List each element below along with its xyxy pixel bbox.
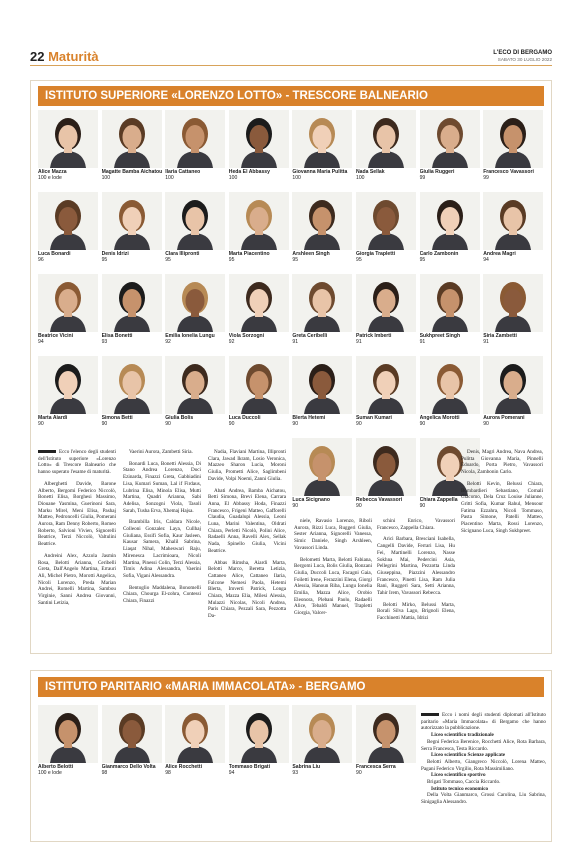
student-score: 95 xyxy=(356,257,362,263)
portrait-photo xyxy=(38,356,98,414)
portrait-photo xyxy=(38,110,98,168)
portrait-photo xyxy=(292,438,352,496)
student-photo xyxy=(102,274,162,332)
portrait-photo xyxy=(483,356,543,414)
student-score: 100 xyxy=(228,175,238,181)
student-score: 99 xyxy=(419,175,426,181)
portrait-photo xyxy=(38,274,98,332)
student-score: 93 xyxy=(101,339,108,345)
student-score: 90 xyxy=(419,421,426,427)
student-name: Luca Sicignano xyxy=(292,497,331,503)
student-score: 98 xyxy=(101,770,108,776)
portrait-photo xyxy=(229,110,289,168)
portrait-photo xyxy=(292,705,352,763)
newspaper-masthead xyxy=(493,50,552,63)
portrait-photo xyxy=(229,705,289,763)
student-name: Francesco Vavassori xyxy=(483,169,534,175)
student-score: 94 xyxy=(483,257,489,263)
portrait-photo xyxy=(102,356,162,414)
portrait-photo xyxy=(292,110,352,168)
text-paragraph: Vaerini Aurora, Zambetti Siria. xyxy=(129,449,193,455)
student-name: Giulia Bolis xyxy=(165,415,194,421)
student-score: 94 xyxy=(38,339,44,345)
student-card xyxy=(229,705,289,787)
portrait-photo xyxy=(420,356,480,414)
text-paragraph: Bonardi Luca, Bonetti Alessia, Di Stano Andrea Lorenzo, Doci Ezinarda, Finazzi Greta, Gabbiadini Lisa, Kumari Suman, Lal if Firdaus, Lubrina Elisa, Minola Elisa, Mutti Martina, Quadri Arianna, Sabi Adelisa, Sonzogni Viola, Tasoli Sarah, Tusha Erva, Xhemaj Hajsa. xyxy=(123,460,201,514)
student-name: Clara Illipronti xyxy=(165,251,200,257)
portrait-photo xyxy=(356,705,416,763)
student-photo xyxy=(38,110,98,168)
student-name: Ilaria Cattaneo xyxy=(165,169,201,175)
text-paragraph: Brambilla Iris, Caldara Nicole, Colleoni Gonzalez Laya, Cullhaj Giuliana, Essifi Sofia, Kaur Jasleen, Kausar Samera, Khalil Sabrina, Liaqat Nihal, Maheswari Raju, Mirenesca Lacrimioara, Nicoli Martina, Pinessi Colin, Terzi Alessia, Timis Adina Alessandra, Vaerini Sofia, Vigani Alessandra. xyxy=(123,519,201,579)
student-photo xyxy=(483,110,543,168)
text-column xyxy=(461,449,543,647)
student-score: 92 xyxy=(228,339,235,345)
text-paragraph: Belotti Alberto, Giangreco Niccolò, Lorena Matteo, Pagani Federico Virgilio, Rota Massimiliano. xyxy=(421,758,546,772)
student-score: 94 xyxy=(228,770,235,776)
student-card xyxy=(229,192,289,274)
text-paragraph: Ecco i nomi degli studenti diplomati all'Istituto paritario «Maria Immacolata» di Bergamo che hanno autorizzato la pubblicazione. xyxy=(421,712,546,732)
portrait-photo xyxy=(292,192,352,250)
portrait-photo xyxy=(292,356,352,414)
student-name: Arshleen Singh xyxy=(292,251,330,257)
portrait-photo xyxy=(102,110,162,168)
student-name: Marta Aiardi xyxy=(38,415,68,421)
student-photo xyxy=(292,192,352,250)
student-score: 90 xyxy=(356,421,362,427)
portrait-photo xyxy=(420,192,480,250)
student-card xyxy=(38,356,98,438)
student-score: 90 xyxy=(356,770,362,776)
portrait-photo xyxy=(356,192,416,250)
student-score: 98 xyxy=(165,770,171,776)
student-score: 95 xyxy=(165,257,171,263)
student-card xyxy=(102,192,162,274)
student-card xyxy=(483,356,543,438)
portrait-photo xyxy=(420,110,480,168)
portrait-photo xyxy=(102,274,162,332)
student-card xyxy=(38,274,98,356)
portrait-photo xyxy=(165,274,225,332)
student-score: 90 xyxy=(356,503,362,509)
portrait-photo xyxy=(229,356,289,414)
portrait-photo xyxy=(165,356,225,414)
student-card xyxy=(165,192,225,274)
student-photo xyxy=(292,705,352,763)
student-name: Simona Betti xyxy=(101,415,133,421)
student-card xyxy=(229,274,289,356)
student-name: Sukhpreet Singh xyxy=(419,333,461,339)
student-name: Heda El Abbassy xyxy=(228,169,270,175)
student-photo xyxy=(356,274,416,332)
student-score: 95 xyxy=(419,257,426,263)
student-photo xyxy=(102,192,162,250)
student-card xyxy=(102,356,162,438)
student-photo xyxy=(229,192,289,250)
student-photo xyxy=(292,438,352,496)
student-name: Luca Bonardi xyxy=(38,251,71,257)
maria-title-band: ISTITUTO PARITARIO «MARIA IMMACOLATA» - BERGAMO xyxy=(38,677,544,697)
portrait-photo xyxy=(38,705,98,763)
text-paragraph: niele, Ravasio Lorenzo, Riboli Aurora, Rizzi Luca, Ruggeri Giulia, Sester Arianna, Signorelli Vanessa, Simic Daniele, Singh Arshleen, Vavassori Linda. xyxy=(294,518,372,551)
student-score: 95 xyxy=(101,257,108,263)
text-column xyxy=(38,449,116,647)
student-photo xyxy=(229,110,289,168)
student-score: 100 xyxy=(165,175,174,181)
student-card xyxy=(38,705,98,787)
text-paragraph: Della Volta Gianmarco, Grossi Carolina, Liu Sabrina, Sinigaglia Alessandro. xyxy=(421,792,546,806)
portrait-photo xyxy=(102,705,162,763)
student-score: 99 xyxy=(483,175,489,181)
text-paragraph: Nadia, Flaviani Martina, Illipronti Clara, Jawad Ikram, Losio Veronica, Mazzeo Sharon Lucia, Moroni Giulia, Prometti Alice, Saglimbeni Davide, Volpi Noemi, Zanni Giulia. xyxy=(208,449,286,482)
student-photo xyxy=(102,110,162,168)
student-photo xyxy=(292,274,352,332)
portrait-photo xyxy=(356,438,416,496)
text-paragraph: Liceo scientifico sportivo xyxy=(431,772,486,779)
student-name: Magatte Bamba Aichatou xyxy=(101,169,163,175)
student-card xyxy=(356,438,416,520)
text-paragraph: Abbas Rimsha, Aiardi Marta, Belotti Marco, Beretta Letizia, Cattaneo Alice, Cattaneo Ilaria, Falcone Nemesi Paola, Hetemi Blerta, Imverti Patrick, Longa Chiara, Mazza Elia, Milesi Alessia, Mulazzi Nicolas, Nicoli Andrea, Paris Chiara, Pezzali Sara, Pezzotta Da- xyxy=(208,559,286,620)
student-score: 91 xyxy=(356,339,362,345)
student-name: Viola Sorzogni xyxy=(228,333,265,339)
text-column xyxy=(123,449,201,647)
text-paragraph: Alberghetti Davide, Barone Alberto, Bergomi Federico Niccolò, Bonetti Elisa, Borghesi Massimo, Diouane Yasmina, Guerinoni Sara, Marku Mirel, Meni Elisa, Pashaj Matteo, Pedroncelli Giulia, Pomerani Aurora, Ram Denny Roberto, Romeo Roberto, Salvioni Vivien, Signorelli Beatrice, Terzi Niccolò, Valtulini Beatrice. xyxy=(38,480,116,548)
student-card xyxy=(356,356,416,438)
student-score: 95 xyxy=(292,257,299,263)
text-column xyxy=(208,449,286,647)
student-photo xyxy=(38,192,98,250)
text-paragraph: Liceo scientifico Scienze applicate xyxy=(431,752,506,759)
student-card xyxy=(229,356,289,438)
student-photo xyxy=(356,192,416,250)
student-score: 100 xyxy=(292,175,301,181)
student-photo xyxy=(483,356,543,414)
student-card xyxy=(292,110,352,192)
student-photo xyxy=(165,110,225,168)
student-score: 91 xyxy=(292,339,299,345)
student-card xyxy=(483,110,543,192)
section-name: Maturità xyxy=(48,49,99,64)
student-score: 92 xyxy=(165,339,171,345)
student-name: Carlo Zambonin xyxy=(419,251,459,257)
text-paragraph: Brigati Tommaso, Caccia Riccardo. xyxy=(427,779,501,786)
text-paragraph: Andreini Alex, Azzola Jasmin Rosa, Belotti Arianna, Ceribelli Greta, Dall'Angelo Martina, Errauri Ali, Michel Pietro, Morotti Angelica, Nicoli Lorenzo, Preda Marian Andrei, Romelli Martina, Sambou Virginie, Sanni Andrea Giovanni, Santini Letizia, xyxy=(38,552,116,606)
portrait-photo xyxy=(483,192,543,250)
student-card xyxy=(356,192,416,274)
student-score: 91 xyxy=(419,339,426,345)
text-paragraph: Ecco l'elenco degli studenti dell'Istituto superiore «Lorenzo Lotto» di Trescore Balneario che hanno superato l'esame di maturità. xyxy=(38,449,116,476)
text-paragraph: Begni Federica Berenice, Rocchetti Alice, Rota Barbara, Serra Francesca, Testa Riccardo. xyxy=(421,738,546,752)
student-card xyxy=(420,110,480,192)
page-header xyxy=(30,50,552,66)
portrait-photo xyxy=(356,356,416,414)
student-name: Nada Sellak xyxy=(356,169,385,175)
student-photo xyxy=(420,192,480,250)
text-paragraph: schini Enrico, Vavassori Francesco, Zappella Chiara. xyxy=(377,518,455,531)
student-score: 90 xyxy=(38,421,44,427)
issue-date: SABATO 30 LUGLIO 2022 xyxy=(497,56,552,62)
student-name: Alice Rocchetti xyxy=(165,764,202,770)
student-score: 100 e lode xyxy=(38,175,62,181)
student-name: Siria Zambetti xyxy=(483,333,517,339)
student-card xyxy=(292,192,352,274)
student-photo xyxy=(356,438,416,496)
student-name: Sabrina Liu xyxy=(292,764,321,770)
text-paragraph: Bentoglio Maddalena, Bonomelli Chiara, Chourga El-zohra, Contessi Chiara, Finazzi xyxy=(123,584,201,605)
text-paragraph: Belotti Mirko, Belussi Marta, Borali Silva Lago, Brignoli Elena, Facchinetti Mattia, Idrizi xyxy=(377,601,455,622)
student-name: Alberto Belotti xyxy=(38,764,74,770)
student-name: Greta Ceribelli xyxy=(292,333,328,339)
student-photo xyxy=(292,110,352,168)
student-card xyxy=(420,274,480,356)
student-score: 90 xyxy=(292,421,299,427)
page-number: 22 xyxy=(30,49,45,64)
student-score: 96 xyxy=(38,257,44,263)
student-card xyxy=(229,110,289,192)
student-name: Blerta Hetemi xyxy=(292,415,326,421)
portrait-photo xyxy=(356,110,416,168)
student-name: Alice Mazza xyxy=(38,169,67,175)
student-score: 90 xyxy=(101,421,108,427)
student-card xyxy=(38,192,98,274)
student-card xyxy=(420,192,480,274)
student-name: Rebecca Vavassori xyxy=(356,497,403,503)
text-paragraph: Istituto tecnico economico xyxy=(431,785,489,792)
student-score: 100 xyxy=(101,175,111,181)
text-column xyxy=(294,518,372,646)
student-photo xyxy=(356,356,416,414)
lotto-title-band: ISTITUTO SUPERIORE «LORENZO LOTTO» - TRESCORE BALNEARIO xyxy=(38,86,544,106)
portrait-photo xyxy=(483,110,543,168)
student-score: 95 xyxy=(228,257,235,263)
student-name: Tommaso Brigati xyxy=(228,764,271,770)
student-photo xyxy=(102,356,162,414)
student-photo xyxy=(229,705,289,763)
student-card xyxy=(420,356,480,438)
student-photo xyxy=(420,110,480,168)
student-name: Andrea Magri xyxy=(483,251,516,257)
student-card xyxy=(165,110,225,192)
student-photo xyxy=(483,274,543,332)
student-name: Patrick Imberti xyxy=(356,333,392,339)
student-card xyxy=(356,110,416,192)
student-name: Angelica Morotti xyxy=(419,415,460,421)
student-photo xyxy=(102,705,162,763)
student-name: Francesca Serra xyxy=(356,764,396,770)
portrait-photo xyxy=(165,192,225,250)
student-name: Aurora Pomerani xyxy=(483,415,525,421)
text-paragraph: Denis, Magri Andrea, Nava Andrea, Pulitta Giovanna Maria, Pinnelli Edoardo, Porta Pietro, Vavassori Nicola, Zambonin Carlo. xyxy=(461,449,543,476)
student-card xyxy=(483,192,543,274)
portrait-photo xyxy=(165,705,225,763)
student-score: 90 xyxy=(292,503,299,509)
student-card xyxy=(292,705,352,787)
student-photo xyxy=(483,192,543,250)
student-score: 91 xyxy=(483,339,489,345)
student-score: 100 e lode xyxy=(38,770,62,776)
text-paragraph: Belometti Marta, Belotti Fabiana, Bergomi Luca, Bolis Giulia, Bonzani Giulia, Duccoli Luca, Facagni Gaia, Foiletti Irene, Ferazzini Elena, Giorgi Alessia, Hanoun Riba, Lungu Ionelia Emilia, Mazza Alice, Orobio Eleonora, Plebani Paolo, Radaelli Alice, Tebaldi Manuel, Trapletti Giorgia, Valcer- xyxy=(294,556,372,617)
text-column xyxy=(377,518,455,646)
student-photo xyxy=(165,705,225,763)
student-name: Marta Piacentino xyxy=(228,251,270,257)
student-card xyxy=(292,356,352,438)
student-name: Giorgia Trapletti xyxy=(356,251,396,257)
student-card xyxy=(165,705,225,787)
portrait-photo xyxy=(483,274,543,332)
student-name: Giovanna Maria Pulitta xyxy=(292,169,348,175)
student-score: 93 xyxy=(292,770,299,776)
student-card xyxy=(38,110,98,192)
student-card xyxy=(102,274,162,356)
student-photo xyxy=(38,356,98,414)
student-photo xyxy=(38,705,98,763)
student-score: 90 xyxy=(483,421,489,427)
student-photo xyxy=(165,356,225,414)
student-name: Denis Idrizi xyxy=(101,251,129,257)
portrait-photo xyxy=(229,192,289,250)
student-photo xyxy=(229,274,289,332)
portrait-photo xyxy=(420,274,480,332)
student-score: 90 xyxy=(228,421,235,427)
student-score: 90 xyxy=(419,503,426,509)
portrait-photo xyxy=(356,274,416,332)
text-paragraph: Liceo scientifico tradizionale xyxy=(431,732,494,739)
student-name: Luca Duccoli xyxy=(228,415,261,421)
student-card xyxy=(356,274,416,356)
text-paragraph: Arici Barbara, Bresciani Isabella, Cangelli Davide, Ferrari Lisa, Hu Fei, Martinelli Lorenzo, Nasse Sokhna Mai, Pedercini Asia, Pellegrini Martina, Pezzotta Linda Giuseppina, Piazzini Alessandro Francesco, Pinetti Lisa, Ram Julia Rani, Ruggeri Sara, Setti Arianna, Tahir Irem, Vavassori Rebecca. xyxy=(377,536,455,597)
student-name: Gianmarco Dello Volta xyxy=(101,764,156,770)
student-photo xyxy=(356,705,416,763)
student-card xyxy=(483,274,543,356)
student-card xyxy=(102,705,162,787)
student-card xyxy=(165,356,225,438)
student-name: Beatrice Vicini xyxy=(38,333,74,339)
portrait-photo xyxy=(292,274,352,332)
text-column xyxy=(421,712,546,832)
student-card xyxy=(356,705,416,787)
text-paragraph: Belotti Kevin, Belussi Chiara, Bombardieri Sebastiano, Cornali Giacomo, Dela Cruz Louise Julianne, Gritti Sofia, Kumar Rahul, Mensour Fatima Ezzahra, Nicoli Tommaso, Pasta Simone, Patelli Matteo, Piacentino Marta, Rossi Lorenzo, Sicignano Luca, Singh Sukhpreet. xyxy=(461,480,543,534)
student-score: 90 xyxy=(165,421,171,427)
text-paragraph: Abati Andrea, Bamba Aichatou, Betti Simona, Brevi Elena, Carrara Anna, El Abbassy Hoda, Finazzi Francesco, Frigeni Matteo, Gafforelli Claudia, Guadalupi Alessia, Leoni Luna, Marini Valentina, Oldrati Chiara, Perletti Nicolò, Polini Alice, Radaelli Anna, Ravelli Alex, Sellak Nada, Spinello Giulia, Vicini Beatrice. xyxy=(208,487,286,554)
student-name: Suman Kumari xyxy=(356,415,392,421)
student-card xyxy=(165,274,225,356)
student-photo xyxy=(229,356,289,414)
student-photo xyxy=(292,356,352,414)
page-number-section xyxy=(30,50,99,64)
student-photo xyxy=(420,274,480,332)
student-card xyxy=(292,438,352,520)
student-score: 100 xyxy=(356,175,365,181)
student-name: Chiara Zappella xyxy=(419,497,458,503)
student-photo xyxy=(38,274,98,332)
student-name: Giulia Ruggeri xyxy=(419,169,455,175)
student-card xyxy=(292,274,352,356)
student-photo xyxy=(165,274,225,332)
paper-name: L'ECO DI BERGAMO xyxy=(493,50,552,56)
student-photo xyxy=(165,192,225,250)
portrait-photo xyxy=(38,192,98,250)
student-photo xyxy=(420,356,480,414)
student-card xyxy=(102,110,162,192)
portrait-photo xyxy=(165,110,225,168)
student-name: Emilia Ionelia Lungu xyxy=(165,333,215,339)
student-photo xyxy=(356,110,416,168)
portrait-photo xyxy=(229,274,289,332)
portrait-photo xyxy=(102,192,162,250)
student-name: Elisa Bonetti xyxy=(101,333,133,339)
